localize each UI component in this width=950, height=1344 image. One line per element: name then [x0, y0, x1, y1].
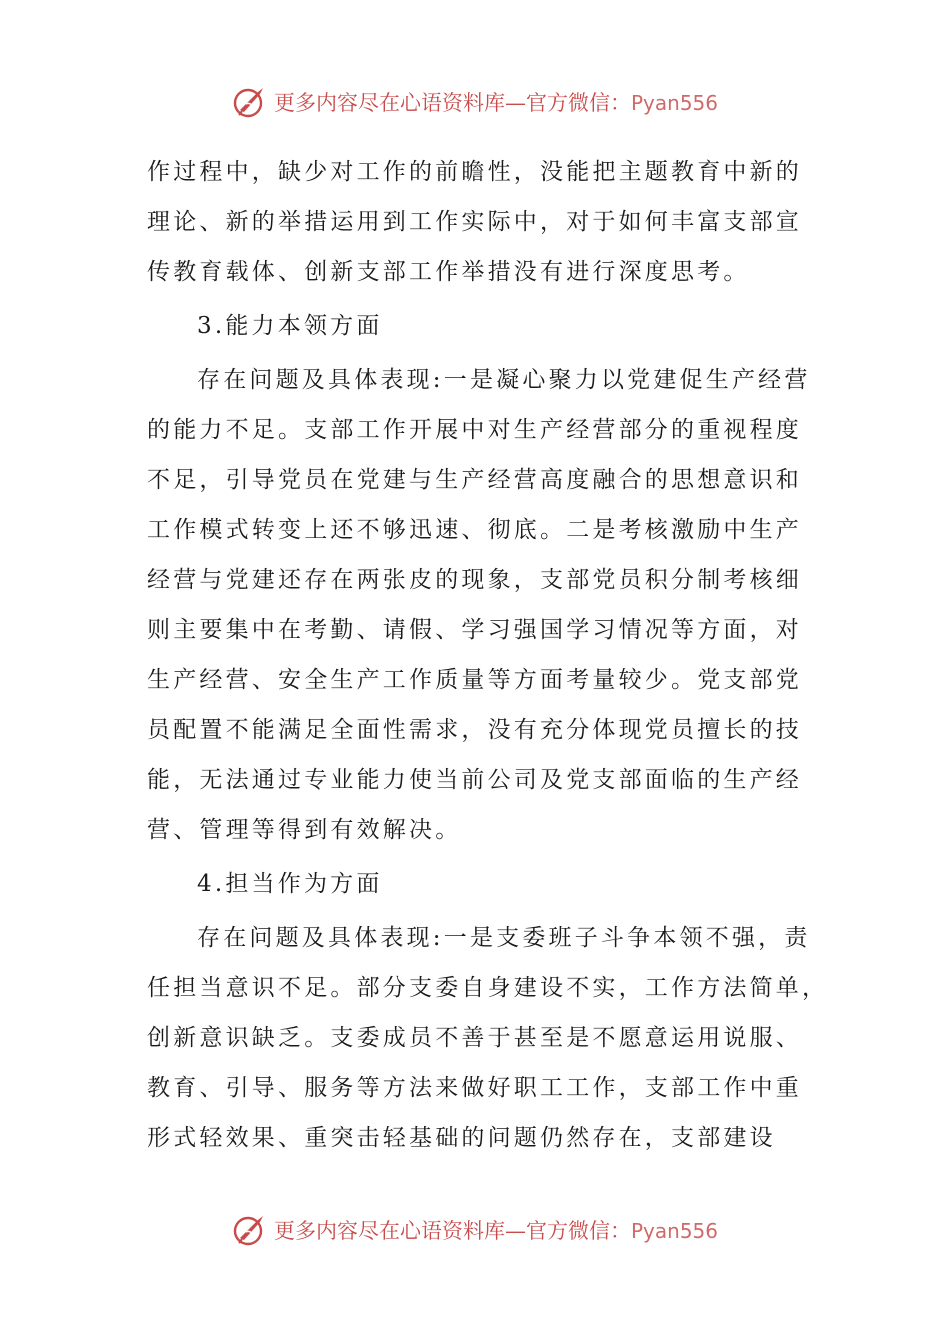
document-body — [147, 147, 829, 1163]
text-line: 工作模式转变上还不够迅速、彻底。二是考核激励中生产 — [147, 517, 802, 543]
header-wechat-label: 官方微信： — [525, 91, 631, 115]
text-line: 生产经营、安全生产工作质量等方面考量较少。党支部党 — [147, 667, 802, 693]
text-line: 不足，引导党员在党建与生产经营高度融合的思想意识和 — [147, 467, 802, 493]
section-heading-4: 4.担当作为方面 — [197, 871, 383, 897]
text-line: 理论、新的举措运用到工作实际中，对于如何丰富支部宣 — [147, 209, 802, 235]
text-line: 教育、引导、服务等方法来做好职工工作，支部工作中重 — [147, 1075, 802, 1101]
text-line: 则主要集中在考勤、请假、学习强国学习情况等方面，对 — [147, 617, 802, 643]
text-line: 经营与党建还存在两张皮的现象，支部党员积分制考核细 — [147, 567, 802, 593]
text-line: 形式轻效果、重突击轻基础的问题仍然存在，支部建设 — [147, 1125, 776, 1151]
footer-dash: — — [504, 1219, 526, 1243]
text-line: 员配置不能满足全面性需求，没有充分体现党员擅长的技 — [147, 717, 802, 743]
header-text — [274, 87, 718, 117]
text-line: 任担当意识不足。部分支委自身建设不实，工作方法简单， — [147, 975, 829, 1001]
footer-wechat-id: Pyan556 — [630, 1219, 718, 1243]
header-site-text: 更多内容尽在心语资料库 — [273, 91, 505, 115]
header-banner — [0, 82, 950, 122]
text-line: 的能力不足。支部工作开展中对生产经营部分的重视程度 — [147, 417, 802, 443]
footer-text — [274, 1215, 718, 1245]
footer-site-text: 更多内容尽在心语资料库 — [273, 1219, 505, 1243]
footer-wechat-label: 官方微信： — [525, 1219, 631, 1243]
text-line: 存在问题及具体表现:一是支委班子斗争本领不强，责 — [197, 925, 811, 951]
pen-logo-icon — [232, 84, 268, 120]
header-wechat-id: Pyan556 — [630, 91, 718, 115]
text-line: 营、管理等得到有效解决。 — [147, 817, 462, 843]
text-line: 创新意识缺乏。支委成员不善于甚至是不愿意运用说服、 — [147, 1025, 802, 1051]
text-line: 传教育载体、创新支部工作举措没有进行深度思考。 — [147, 259, 750, 285]
footer-banner — [0, 1210, 950, 1250]
paragraph-1 — [147, 147, 802, 297]
paragraph-3 — [147, 913, 829, 1163]
paragraph-2 — [147, 355, 811, 855]
section-heading-3: 3.能力本领方面 — [197, 313, 383, 339]
text-line: 能，无法通过专业能力使当前公司及党支部面临的生产经 — [147, 767, 802, 793]
pen-logo-icon — [232, 1212, 268, 1248]
text-line: 作过程中，缺少对工作的前瞻性，没能把主题教育中新的 — [147, 159, 802, 185]
header-dash: — — [504, 91, 526, 115]
text-line: 存在问题及具体表现:一是凝心聚力以党建促生产经营 — [197, 367, 811, 393]
